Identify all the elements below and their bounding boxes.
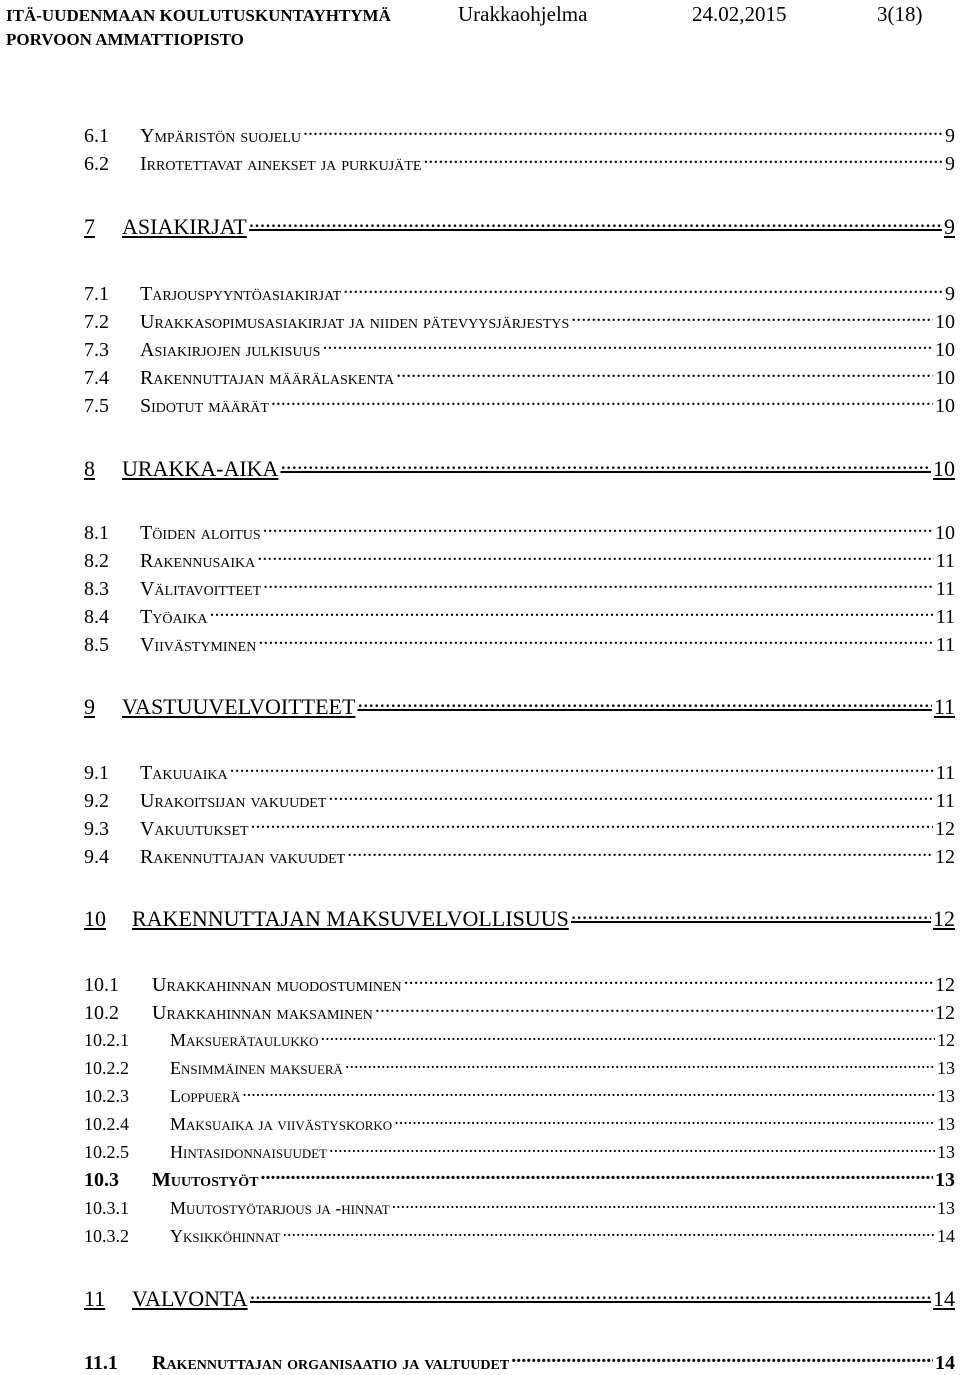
- toc-leader: [303, 122, 943, 142]
- toc-page: 12: [937, 1030, 955, 1050]
- toc-page: 11: [935, 790, 955, 812]
- toc-number: 10.3: [84, 1169, 119, 1191]
- toc-leader: [392, 1196, 935, 1214]
- toc-entry-6-1[interactable]: [84, 122, 955, 148]
- toc-title: Rakennuttajan organisaatio ja valtuudet: [152, 1352, 510, 1374]
- toc-number: 8: [84, 456, 95, 481]
- toc-entry-10-2-5[interactable]: [84, 1140, 955, 1163]
- toc-page: 10: [935, 311, 955, 333]
- toc-page: 9: [945, 153, 955, 175]
- toc-number: 8.3: [84, 578, 109, 600]
- toc-entry-11-1[interactable]: [84, 1349, 955, 1375]
- toc-entry-10[interactable]: [84, 904, 955, 932]
- toc-entry-9-1[interactable]: [84, 759, 955, 785]
- toc-number: 6.2: [84, 153, 109, 175]
- toc-page: 12: [933, 906, 955, 931]
- toc-page: 13: [937, 1142, 955, 1162]
- toc-entry-7[interactable]: [84, 212, 955, 240]
- toc-entry-6-2[interactable]: [84, 150, 955, 176]
- toc-leader: [263, 519, 933, 539]
- toc-number: 11: [84, 1286, 106, 1311]
- toc-title: Töiden aloitus: [140, 522, 261, 544]
- toc-title: Ensimmäinen maksuerä: [170, 1058, 343, 1078]
- toc-number: 7.1: [84, 283, 109, 305]
- toc-title: Takuuaika: [140, 762, 228, 784]
- toc-page: 13: [935, 1169, 955, 1191]
- toc-leader: [328, 787, 933, 807]
- toc-number: 9: [84, 694, 95, 719]
- toc-number: 10.2.1: [84, 1030, 129, 1050]
- toc-page: 10: [935, 395, 955, 417]
- toc-title: Urakoitsijan vakuudet: [140, 790, 327, 812]
- toc-page: 11: [935, 578, 955, 600]
- toc-title: Urakkahinnan muodostuminen: [152, 974, 402, 996]
- toc-title: URAKKA-AIKA: [122, 456, 279, 481]
- toc-number: 10.2: [84, 1002, 119, 1024]
- toc-title: Asiakirjojen julkisuus: [140, 339, 321, 361]
- header-school: PORVOON AMMATTIOPISTO: [6, 30, 244, 49]
- toc-leader: [283, 1224, 936, 1242]
- toc-title: Ympäristön suojelu: [140, 125, 302, 147]
- toc-number: 7.5: [84, 395, 109, 417]
- toc-entry-9-2[interactable]: [84, 787, 955, 813]
- toc-page: 11: [935, 634, 955, 656]
- toc-title: RAKENNUTTAJAN MAKSUVELVOLLISUUS: [132, 906, 569, 931]
- toc-entry-8-5[interactable]: [84, 631, 955, 657]
- toc-entry-10-3-2[interactable]: [84, 1224, 955, 1247]
- header-date: 24.02,2015: [692, 2, 787, 26]
- toc-page: 12: [935, 974, 955, 996]
- toc-page: 11: [935, 762, 955, 784]
- toc-entry-10-3[interactable]: [84, 1166, 955, 1192]
- toc-leader: [375, 999, 933, 1019]
- toc-number: 7: [84, 214, 95, 239]
- toc-leader: [280, 454, 931, 476]
- toc-leader: [250, 1284, 931, 1306]
- toc-leader: [322, 336, 933, 356]
- toc-leader: [271, 392, 933, 412]
- toc-leader: [249, 212, 942, 234]
- toc-page: 10: [935, 522, 955, 544]
- toc-number: 10.2.5: [84, 1142, 129, 1162]
- toc-number: 10.3.2: [84, 1226, 129, 1246]
- toc-leader: [263, 575, 934, 595]
- toc-title: Rakennuttajan vakuudet: [140, 846, 346, 868]
- toc-title: Sidotut määrät: [140, 395, 269, 417]
- toc-leader: [394, 1112, 935, 1130]
- toc-page: 12: [935, 818, 955, 840]
- toc-number: 10.2.2: [84, 1058, 129, 1078]
- toc-leader: [511, 1349, 933, 1369]
- toc-page: 12: [935, 1002, 955, 1024]
- toc-entry-7-1[interactable]: [84, 280, 955, 306]
- toc-entry-7-5[interactable]: [84, 392, 955, 418]
- toc-leader: [329, 1140, 935, 1158]
- toc-page: 14: [933, 1286, 955, 1311]
- toc-title: Maksuerätaulukko: [170, 1030, 319, 1050]
- toc-entry-8-1[interactable]: [84, 519, 955, 545]
- toc-page: 9: [945, 125, 955, 147]
- toc-title: Yksikköhinnat: [170, 1226, 281, 1246]
- toc-entry-8[interactable]: [84, 454, 955, 482]
- toc-page: 13: [937, 1114, 955, 1134]
- toc-title: Viivästyminen: [140, 634, 257, 656]
- toc-page: 9: [945, 283, 955, 305]
- toc-leader: [357, 692, 931, 714]
- toc-title: Muutostyötarjous ja -hinnat: [170, 1198, 390, 1218]
- toc-page: 10: [935, 339, 955, 361]
- toc-page: 9: [944, 214, 955, 239]
- toc-number: 10: [84, 906, 106, 931]
- toc-title: Työaika: [140, 606, 208, 628]
- toc-number: 8.2: [84, 550, 109, 572]
- header-page-number: 3(18): [877, 2, 923, 26]
- toc-entry-8-3[interactable]: [84, 575, 955, 601]
- toc-entry-7-4[interactable]: [84, 364, 955, 390]
- toc-title: ASIAKIRJAT: [122, 214, 247, 239]
- toc-page: 10: [935, 367, 955, 389]
- toc-page: 14: [937, 1226, 955, 1246]
- toc-leader: [396, 364, 933, 384]
- toc-number: 11.1: [84, 1352, 118, 1374]
- toc-title: VALVONTA: [132, 1286, 248, 1311]
- toc-number: 8.4: [84, 606, 109, 628]
- toc-page: 13: [937, 1058, 955, 1078]
- toc-leader: [261, 1166, 933, 1186]
- toc-number: 9.4: [84, 846, 109, 868]
- toc-entry-8-2[interactable]: [84, 547, 955, 573]
- toc-entry-10-2-4[interactable]: [84, 1112, 955, 1135]
- toc-page: 11: [935, 606, 955, 628]
- toc-entry-7-3[interactable]: [84, 336, 955, 362]
- toc-page: 13: [937, 1198, 955, 1218]
- toc-entry-10-2[interactable]: [84, 999, 955, 1025]
- toc-leader: [251, 815, 933, 835]
- toc-number: 10.2.4: [84, 1114, 129, 1134]
- toc-title: Irrotettavat ainekset ja purkujäte: [140, 153, 422, 175]
- toc-number: 7.3: [84, 339, 109, 361]
- toc-number: 9.3: [84, 818, 109, 840]
- toc-number: 10.3.1: [84, 1198, 129, 1218]
- toc-page: 11: [933, 694, 955, 719]
- toc-leader: [209, 603, 933, 623]
- toc-entry-10-2-2[interactable]: [84, 1056, 955, 1079]
- toc-title: Hintasidonnaisuudet: [170, 1142, 328, 1162]
- toc-number: 7.2: [84, 311, 109, 333]
- toc-title: Vakuutukset: [140, 818, 249, 840]
- toc-title: Rakennuttajan määrälaskenta: [140, 367, 395, 389]
- toc-entry-9-4[interactable]: [84, 843, 955, 869]
- header-document-title: Urakkaohjelma: [458, 2, 588, 26]
- toc-entry-10-1[interactable]: [84, 971, 955, 997]
- toc-leader: [571, 308, 933, 328]
- toc-page: 10: [933, 456, 955, 481]
- toc-page: 12: [935, 846, 955, 868]
- toc-number: 10.1: [84, 974, 119, 996]
- toc-title: Rakennusaika: [140, 550, 256, 572]
- toc-page: 13: [937, 1086, 955, 1106]
- toc-number: 10.2.3: [84, 1086, 129, 1106]
- toc-leader: [404, 971, 933, 991]
- toc-number: 6.1: [84, 125, 109, 147]
- toc-page: 14: [935, 1352, 955, 1374]
- toc-leader: [423, 150, 943, 170]
- toc-title: VASTUUVELVOITTEET: [122, 694, 356, 719]
- toc-leader: [242, 1084, 935, 1102]
- toc-entry-7-2[interactable]: [84, 308, 955, 334]
- toc-entry-8-4[interactable]: [84, 603, 955, 629]
- toc-entry-9[interactable]: [84, 692, 955, 720]
- toc-entry-10-3-1[interactable]: [84, 1196, 955, 1219]
- toc-leader: [230, 759, 934, 779]
- toc-number: 9.1: [84, 762, 109, 784]
- toc-title: Muutostyöt: [152, 1169, 259, 1191]
- toc-number: 9.2: [84, 790, 109, 812]
- toc-title: Urakkasopimusasiakirjat ja niiden pätevyysjärjestys: [140, 311, 570, 333]
- toc-title: Välitavoitteet: [140, 578, 262, 600]
- toc-leader: [321, 1028, 935, 1046]
- toc-leader: [343, 280, 943, 300]
- toc-title: Loppuerä: [170, 1086, 241, 1106]
- header-organization: ITÄ-UUDENMAAN KOULUTUSKUNTAYHTYMÄ: [6, 6, 391, 25]
- toc-title: Urakkahinnan maksaminen: [152, 1002, 373, 1024]
- toc-number: 8.5: [84, 634, 109, 656]
- toc-entry-10-2-3[interactable]: [84, 1084, 955, 1107]
- toc-leader: [571, 904, 931, 926]
- toc-entry-11[interactable]: [84, 1284, 955, 1312]
- toc-title: Tarjouspyyntöasiakirjat: [140, 283, 342, 305]
- toc-entry-9-3[interactable]: [84, 815, 955, 841]
- toc-number: 7.4: [84, 367, 109, 389]
- toc-leader: [257, 547, 934, 567]
- toc-page: 11: [935, 550, 955, 572]
- toc-leader: [347, 843, 933, 863]
- toc-number: 8.1: [84, 522, 109, 544]
- toc-entry-10-2-1[interactable]: [84, 1028, 955, 1051]
- toc-title: Maksuaika ja viivästyskorko: [170, 1114, 393, 1134]
- toc-leader: [345, 1056, 935, 1074]
- toc-leader: [258, 631, 933, 651]
